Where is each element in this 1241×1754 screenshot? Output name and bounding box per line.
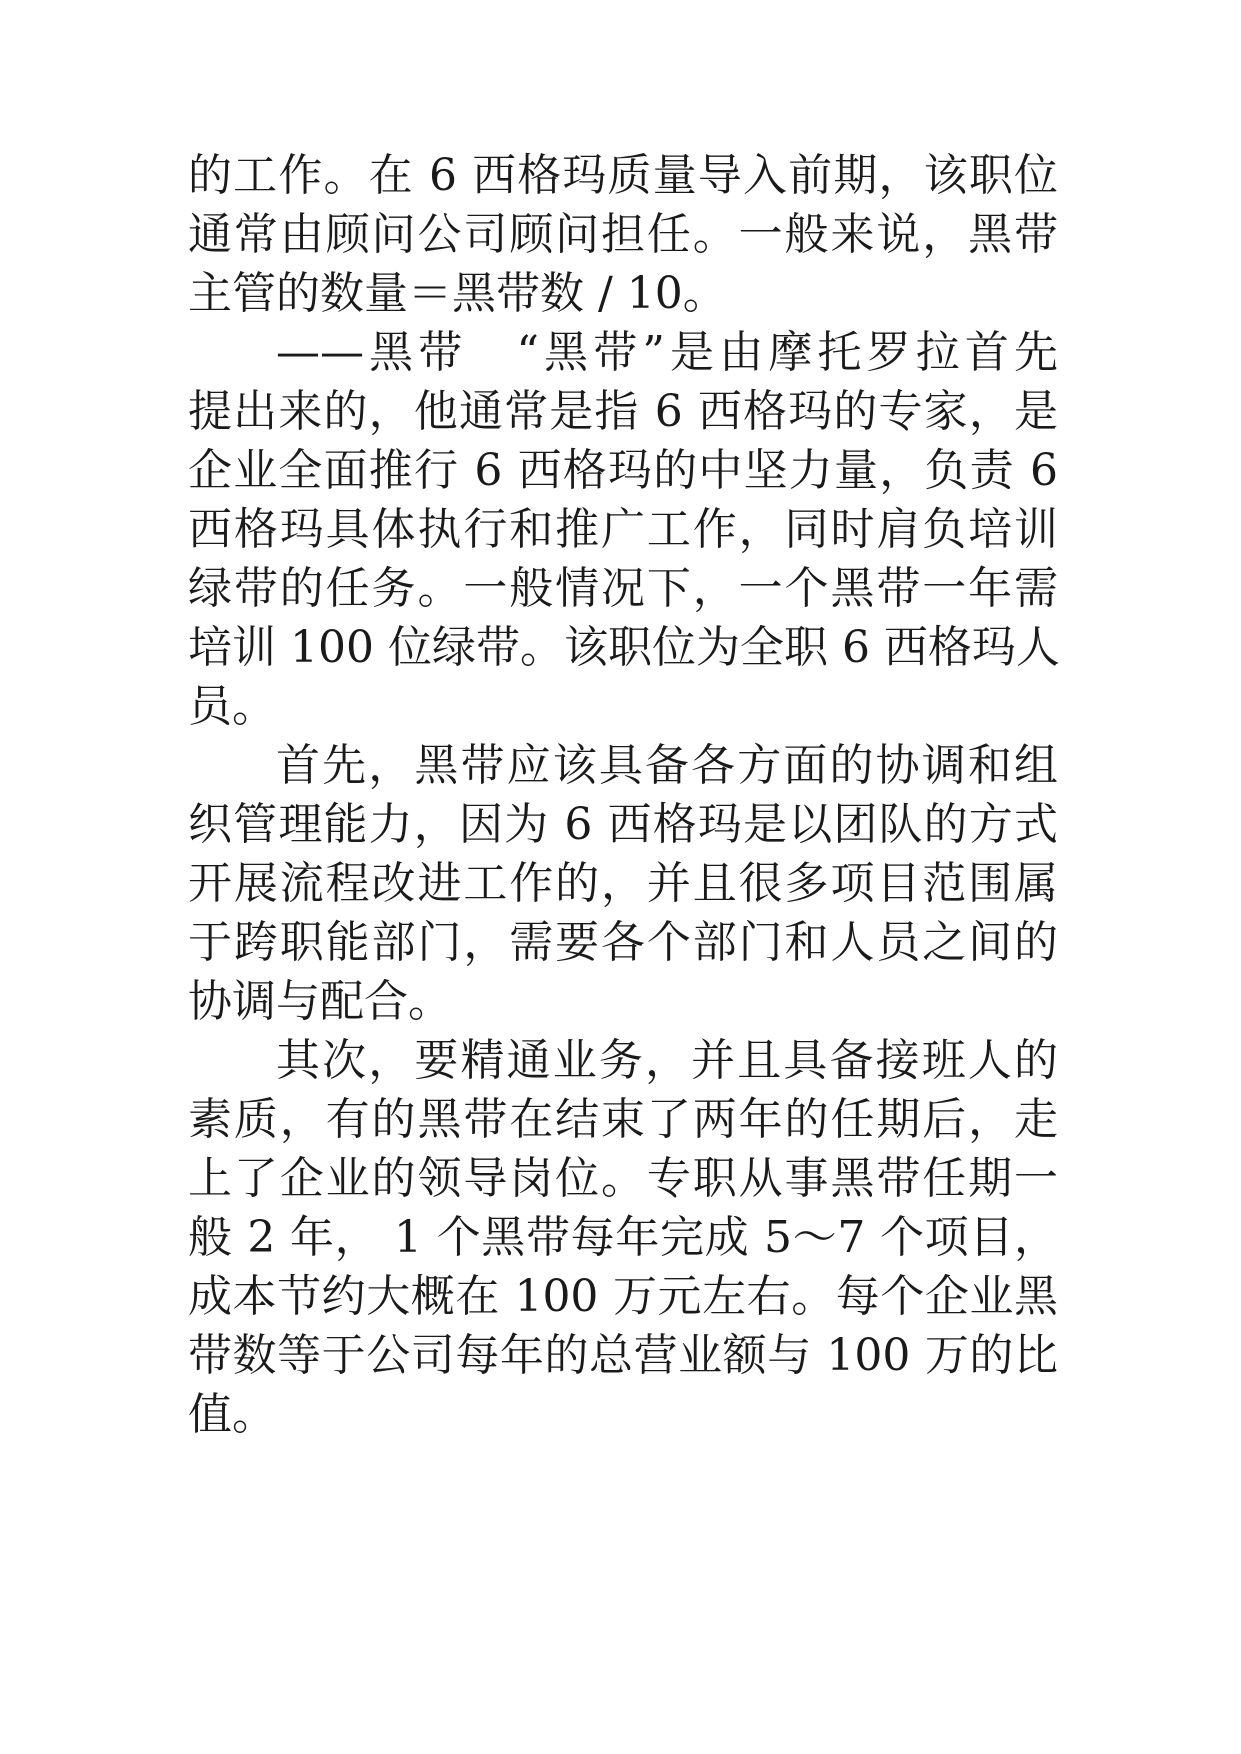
text-line: 开展流程改进工作的，并且很多项目范围属 [188,858,1058,909]
text-line: 素质，有的黑带在结束了两年的任期后，走 [188,1094,1058,1145]
text-line: 上了企业的领导岗位。专职从事黑带任期一 [188,1153,1058,1204]
text-line: 协调与配合。 [188,976,452,1027]
text-line: 提出来的，他通常是指 6 西格玛的专家，是 [188,386,1058,437]
text-line: 带数等于公司每年的总营业额与 100 万的比 [188,1330,1058,1381]
text-line: 于跨职能部门，需要各个部门和人员之间的 [188,917,1058,968]
text-line: 的工作。在 6 西格玛质量导入前期，该职位 [188,150,1058,201]
paragraph-first-line: 其次，要精通业务，并且具备接班人的 [276,1035,1058,1086]
body-text [188,146,1058,1444]
text-line: 成本节约大概在 100 万元左右。每个企业黑 [188,1271,1058,1322]
text-line: 通常由顾问公司顾问担任。一般来说，黑带 [188,209,1058,260]
paragraph-first-line: ——黑带 “黑带”是由摩托罗拉首先 [276,327,1058,378]
text-line: 企业全面推行 6 西格玛的中坚力量，负责 6 [188,445,1058,496]
text-line: 员。 [188,681,276,732]
text-line: 西格玛具体执行和推广工作，同时肩负培训 [188,504,1058,555]
text-line: 绿带的任务。一般情况下，一个黑带一年需 [188,563,1058,614]
text-line: 般 2 年， 1 个黑带每年完成 5～7 个项目， [188,1212,1058,1263]
paragraph-first-line: 首先，黑带应该具备各方面的协调和组 [276,740,1058,791]
text-line: 织管理能力，因为 6 西格玛是以团队的方式 [188,799,1058,850]
text-line: 主管的数量＝黑带数 / 10。 [188,268,727,319]
text-line: 培训 100 位绿带。该职位为全职 6 西格玛人 [188,622,1060,673]
text-line: 值。 [188,1389,276,1440]
